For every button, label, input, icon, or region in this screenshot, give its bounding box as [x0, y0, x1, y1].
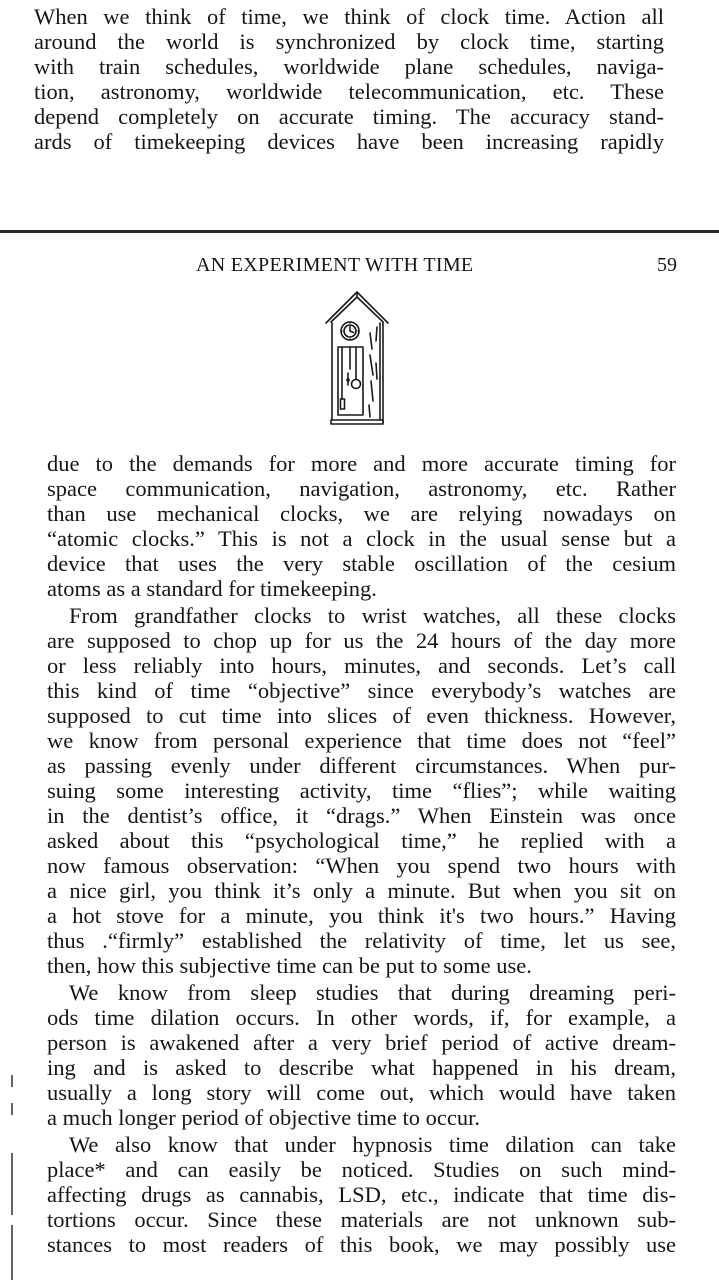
text-line: around the world is synchronized by clock time, starting: [34, 29, 664, 54]
running-head: AN EXPERIMENT WITH TIME: [196, 254, 474, 276]
text-line: atoms as a standard for timekeeping.: [47, 576, 377, 601]
text-line: thus .“firmly” established the relativity of time, let us see,: [47, 928, 676, 953]
text-line: this kind of time “objective” since everybody’s watches are: [47, 678, 676, 703]
text-line: tion, astronomy, worldwide telecommunication, etc. These: [34, 79, 664, 104]
text-line: space communication, navigation, astronomy, etc. Rather: [47, 476, 676, 501]
text-line: a hot stove for a minute, you think it's two hours.” Having: [47, 903, 676, 928]
text-line: with train schedules, worldwide plane schedules, naviga-: [34, 54, 664, 79]
text-line: ing and is asked to describe what happened in his dream,: [47, 1055, 676, 1080]
text-line: depend completely on accurate timing. The accuracy stand-: [34, 104, 664, 129]
text-line: affecting drugs as cannabis, LSD, etc., indicate that time dis-: [47, 1182, 676, 1207]
text-line: then, how this subjective time can be put to some use.: [47, 953, 532, 978]
text-line: person is awakened after a very brief period of active dream-: [47, 1030, 676, 1055]
text-line: device that uses the very stable oscillation of the cesium: [47, 551, 676, 576]
text-line: we know from personal experience that time does not “feel”: [47, 728, 676, 753]
text-line: are supposed to chop up for us the 24 hours of the day more: [47, 628, 676, 653]
text-line: in the dentist’s office, it “drags.” When Einstein was once: [47, 803, 676, 828]
text-line: asked about this “psychological time,” he replied with a: [47, 828, 676, 853]
text-line: due to the demands for more and more accurate timing for: [47, 451, 676, 476]
text-line: than use mechanical clocks, we are relying nowadays on: [47, 501, 676, 526]
scan-margin-marks: [6, 1075, 18, 1280]
text-line: suing some interesting activity, time “flies”; while waiting: [47, 778, 676, 803]
page-header: [0, 254, 719, 280]
text-line: ods time dilation occurs. In other words, if, for example, a: [47, 1005, 676, 1030]
text-line: now famous observation: “When you spend two hours with: [47, 853, 676, 878]
page-number: 59: [657, 254, 677, 276]
paragraph-first-line: We know from sleep studies that during dreaming peri-: [69, 980, 676, 1005]
grandfather-clock-icon: [322, 289, 392, 429]
text-line: tortions occur. Since these materials are not unknown sub-: [47, 1207, 676, 1232]
paragraph-first-line: We also know that under hypnosis time dilation can take: [69, 1132, 676, 1157]
text-line: stances to most readers of this book, we may possibly use: [47, 1232, 676, 1257]
text-line: a nice girl, you think it’s only a minute. But when you sit on: [47, 878, 676, 903]
text-line: “atomic clocks.” This is not a clock in the usual sense but a: [47, 526, 676, 551]
page-divider: [0, 230, 719, 233]
text-line: supposed to cut time into slices of even thickness. However,: [47, 703, 676, 728]
text-line: place* and can easily be noticed. Studies on such mind-: [47, 1157, 676, 1182]
text-line: as passing evenly under different circumstances. When pur-: [47, 753, 676, 778]
paragraph-first-line: From grandfather clocks to wrist watches, all these clocks: [69, 603, 676, 628]
text-line: When we think of time, we think of clock time. Action all: [34, 4, 664, 29]
text-line: usually a long story will come out, which would have taken: [47, 1080, 676, 1105]
text-line: ards of timekeeping devices have been increasing rapidly: [34, 129, 664, 154]
text-line: or less reliably into hours, minutes, and seconds. Let’s call: [47, 653, 676, 678]
text-line: a much longer period of objective time to occur.: [47, 1105, 480, 1130]
